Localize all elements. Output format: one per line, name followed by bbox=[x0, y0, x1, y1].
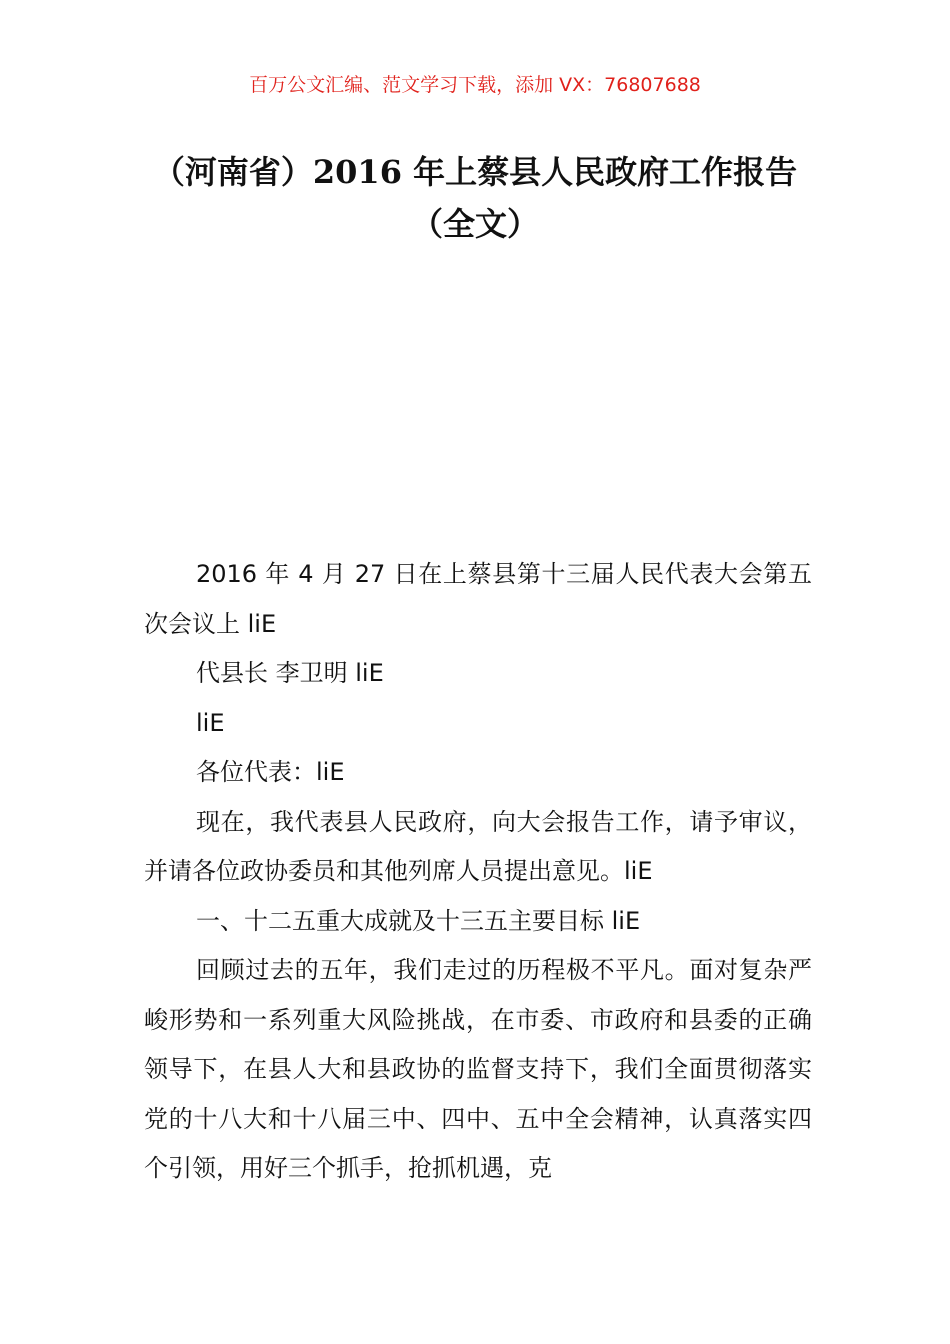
paragraph-speaker: 代县长 李卫明 liE bbox=[196, 659, 384, 687]
paragraph-review: 回顾过去的五年，我们走过的历程极不平凡。面对复杂严峻形势和一系列重大风险挑战，在市委、市政府和县委的正确领导下，在县人大和县政协的监督支持下，我们全面贯彻落实党的十八大和十八届三中、四中、五中全会精神，认真落实四个引领，用好三个抓手，抢抓机遇，克 bbox=[144, 956, 812, 1182]
header-note: 百万公文汇编、范文学习下载，添加 VX：76807688 bbox=[249, 74, 701, 96]
document-body bbox=[144, 550, 812, 1194]
document-title: （河南省）2016 年上蔡县人民政府工作报告（全文） bbox=[152, 153, 798, 243]
section-heading: 一、十二五重大成就及十三五主要目标 liE bbox=[196, 906, 641, 935]
paragraph-intro: 现在，我代表县人民政府，向大会报告工作，请予审议，并请各位政协委员和其他列席人员提出意见。liE bbox=[144, 807, 812, 885]
paragraph-salutation: 各位代表：liE bbox=[196, 758, 345, 786]
paragraph-meeting-info: 2016 年 4 月 27 日在上蔡县第十三届人民代表大会第五次会议上 liE bbox=[144, 560, 812, 638]
paragraph-blank: liE bbox=[196, 708, 225, 737]
